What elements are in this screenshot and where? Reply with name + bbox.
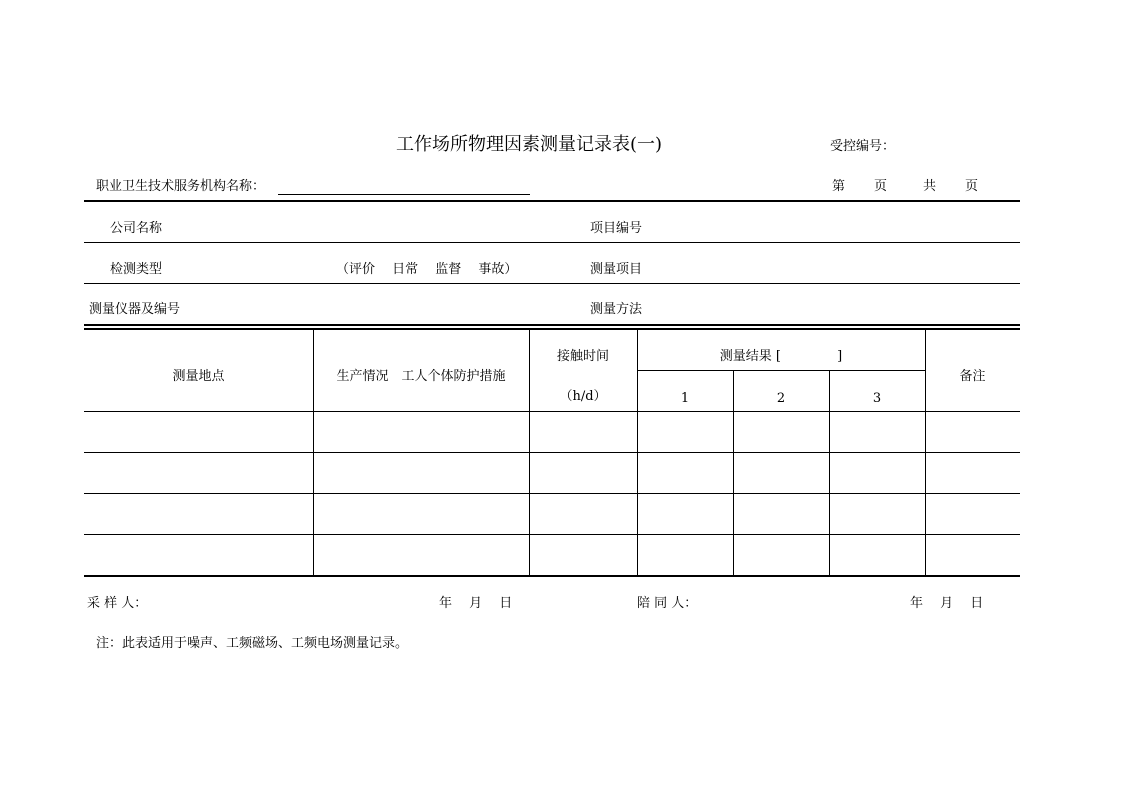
org-name-underline[interactable]: [278, 194, 530, 195]
org-name-label: 职业卫生技术服务机构名称：: [96, 179, 266, 194]
table-row[interactable]: [84, 453, 1020, 493]
result-subheader-rule: [637, 370, 925, 371]
detect-type-options: （评价 日常 监督 事故）: [336, 262, 518, 277]
col-contact-unit: （h/d）: [559, 389, 607, 404]
companion-date: 年 月 日: [910, 596, 984, 611]
col-result-1: 1: [680, 391, 690, 406]
footnote: 注：此表适用于噪声、工频磁场、工频电场测量记录。: [96, 636, 409, 651]
control-number-label: 受控编号：: [830, 139, 896, 154]
table-row[interactable]: [84, 535, 1020, 575]
method-label: 测量方法: [590, 302, 643, 317]
instrument-label: 测量仪器及编号: [89, 302, 181, 317]
col-result-2: 2: [776, 391, 786, 406]
info-rule-3b: [84, 328, 1020, 330]
col-production-header: 生产情况 工人个体防护措施: [336, 369, 506, 384]
page-di: 第: [832, 179, 846, 194]
sampler-label: 采 样 人：: [87, 596, 148, 611]
info-rule-1: [84, 242, 1020, 243]
form-title: 工作场所物理因素测量记录表(一): [396, 134, 663, 155]
table-row[interactable]: [84, 412, 1020, 452]
table-bottom-rule: [84, 575, 1020, 577]
page-gong: 共: [923, 179, 937, 194]
project-number-label: 项目编号: [590, 221, 643, 236]
info-rule-2: [84, 283, 1020, 284]
col-contact-time-header: 接触时间: [556, 349, 609, 364]
sampler-date: 年 月 日: [439, 596, 513, 611]
header-rule: [84, 200, 1020, 202]
page-ye: 页: [874, 179, 888, 194]
col-result-3: 3: [872, 391, 882, 406]
companion-label: 陪 同 人：: [637, 596, 698, 611]
table-row[interactable]: [84, 494, 1020, 534]
detect-type-label: 检测类型: [110, 262, 163, 277]
col-result-header: 测量结果 [ ]: [719, 349, 843, 364]
col-remark-header: 备注: [959, 369, 986, 384]
info-rule-3a: [84, 324, 1020, 326]
page-ye-total: 页: [965, 179, 979, 194]
measure-item-label: 测量项目: [590, 262, 643, 277]
company-name-label: 公司名称: [110, 221, 163, 236]
col-location-header: 测量地点: [172, 369, 225, 384]
